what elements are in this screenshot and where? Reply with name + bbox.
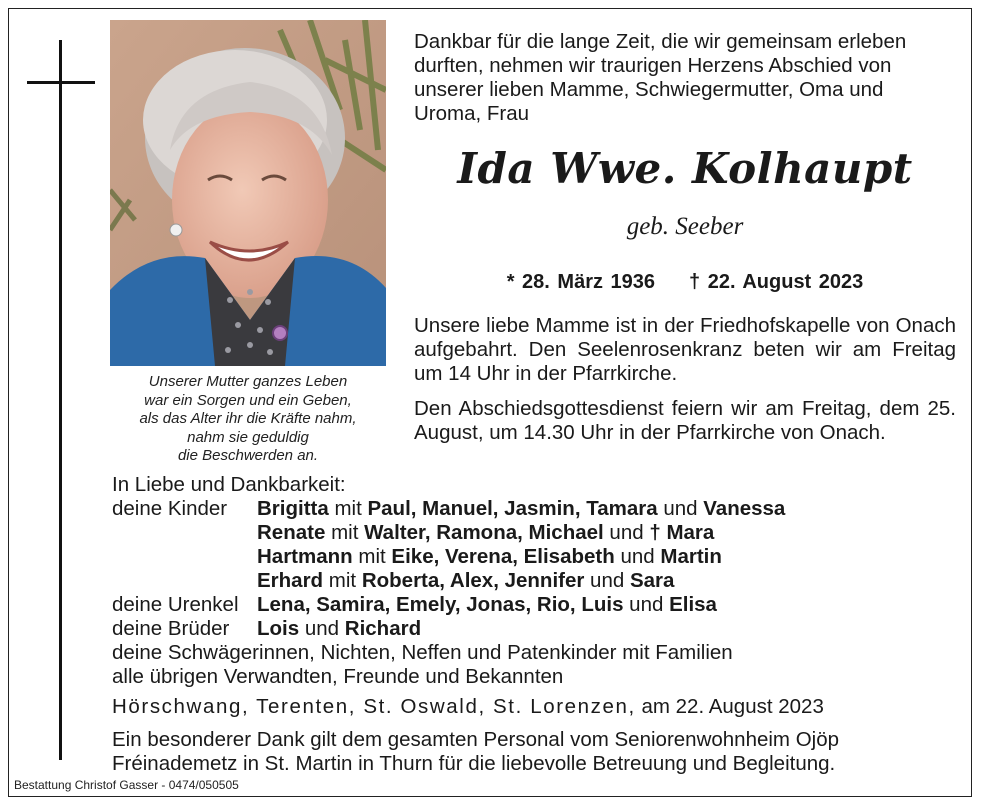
children-row xyxy=(112,545,962,569)
caption-line: war ein Sorgen und ein Geben, xyxy=(144,391,352,409)
great-grandchildren-row xyxy=(112,593,962,617)
children-row xyxy=(112,497,962,521)
place-date: am 22. August 2023 xyxy=(641,695,824,718)
service-text: Den Abschiedsgottesdienst feiern wir am Freitag, dem 25. August, um 14.30 Uhr in der Pfarrkirche von Onach. xyxy=(414,397,956,444)
final-thanks: Ein besonderer Dank gilt dem gesamten Personal vom Seniorenwohnheim Ojöp Fréinademetz in St. Martin in Thurn für die liebevolle Betreuung und Begleitung. xyxy=(112,728,840,775)
place-locations: Hörschwang, Terenten, St. Oswald, St. Lorenzen, xyxy=(112,695,636,718)
funeral-home-footer: Bestattung Christof Gasser - 0474/050505 xyxy=(14,778,239,792)
mourners-list xyxy=(112,497,962,689)
great-grandchildren-names: Lena, Samira, Emely, Jonas, Rio, Luis und Elisa xyxy=(257,593,717,616)
portrait-illustration xyxy=(110,20,386,366)
place-and-date xyxy=(112,695,824,719)
intro-text: Dankbar für die lange Zeit, die wir gemeinsam erleben durften, nehmen wir traurigen Herzens Abschied von unserer lieben Mamme, Schwiegermutter, Oma und Uroma, Frau xyxy=(414,30,907,125)
children-row xyxy=(112,521,962,545)
maiden-name: geb. Seeber xyxy=(626,213,744,240)
viewing-text: Unsere liebe Mamme ist in der Friedhofskapelle von Onach aufgebahrt. Den Seelenrosenkranz beten wir am Freitag um 14 Uhr in der Pfarrkirche. xyxy=(414,314,956,385)
children-label: deine Kinder xyxy=(112,497,228,520)
life-dates xyxy=(414,270,956,294)
child-family: Brigitta mit Paul, Manuel, Jasmin, Tamara und Vanessa xyxy=(257,497,786,520)
birth-date: * 28. März 1936 xyxy=(506,271,656,293)
other-mourners: alle übrigen Verwandten, Freunde und Bekannten xyxy=(112,665,564,688)
brothers-label: deine Brüder xyxy=(112,617,230,640)
brothers-names: Lois und Richard xyxy=(257,617,422,640)
cross-icon-vertical xyxy=(59,40,62,760)
death-date: † 22. August 2023 xyxy=(689,271,864,293)
child-family: Renate mit Walter, Ramona, Michael und † Mara xyxy=(257,521,715,544)
great-grandchildren-label: deine Urenkel xyxy=(112,593,239,616)
child-family: Hartmann mit Eike, Verena, Elisabeth und Martin xyxy=(257,545,722,568)
photo-caption-poem xyxy=(110,373,386,466)
cross-icon-horizontal xyxy=(27,81,95,84)
mourners-heading: In Liebe und Dankbarkeit: xyxy=(112,473,346,496)
caption-line: als das Alter ihr die Kräfte nahm, xyxy=(139,410,357,427)
child-family: Erhard mit Roberta, Alex, Jennifer und Sara xyxy=(257,569,675,592)
caption-line: Unserer Mutter ganzes Leben xyxy=(148,373,348,390)
caption-line: nahm sie geduldig xyxy=(187,428,309,446)
children-row xyxy=(112,569,962,593)
brothers-row xyxy=(112,617,962,641)
extended-family: deine Schwägerinnen, Nichten, Neffen und Patenkinder mit Familien xyxy=(112,641,733,664)
deceased-name: Ida Wwe. Kolhaupt xyxy=(457,144,913,193)
portrait-photo xyxy=(110,20,386,366)
caption-line: die Beschwerden an. xyxy=(177,447,319,464)
